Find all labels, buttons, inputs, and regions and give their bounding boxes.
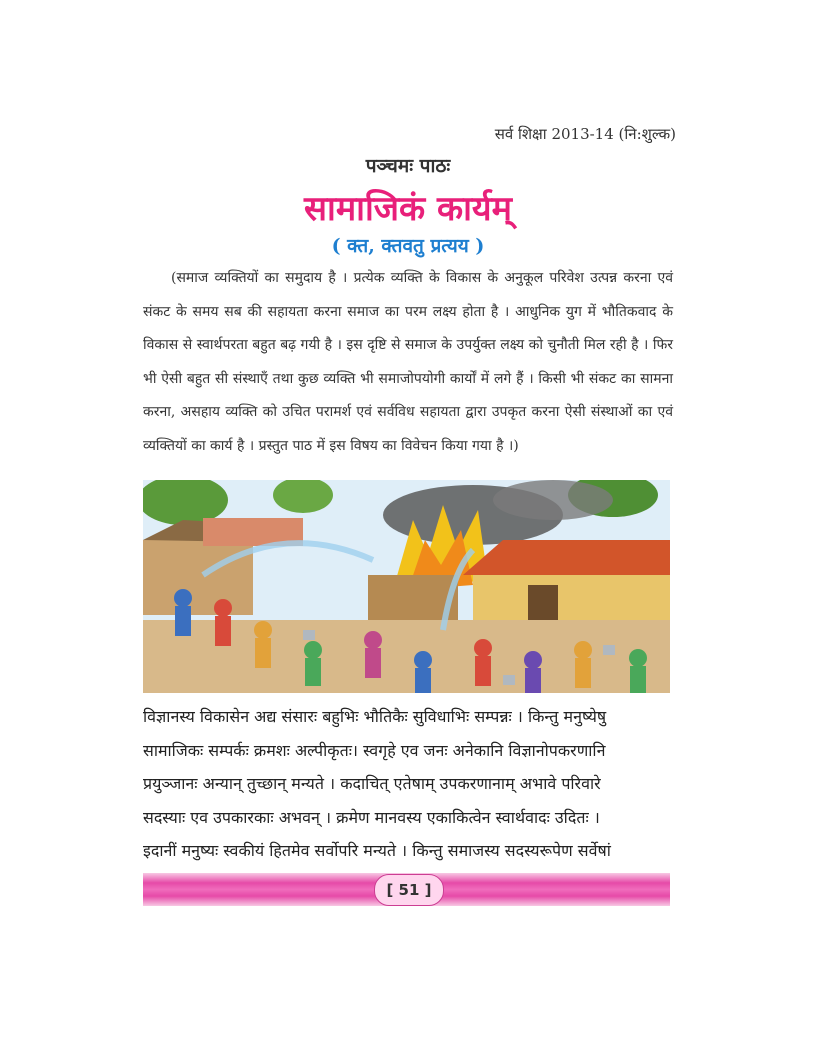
body-line: सामाजिकः सम्पर्कः क्रमशः अल्पीकृतः। स्वगृहे एव जनः अनेकानि विज्ञानोपकरणानि (143, 740, 606, 760)
lesson-title: सामाजिकं कार्यम् (304, 189, 512, 229)
intro-section (143, 262, 673, 463)
lesson-subtitle: ( क्त, क्तवतु प्रत्यय ) (331, 235, 485, 257)
body-line: विज्ञानस्य विकासेन अद्य संसारः बहुभिः भौतिकैः सुविधाभिः सम्पन्नः । किन्तु मनुष्येषु (143, 707, 607, 726)
fire-fighting-illustration (143, 480, 670, 693)
body-line: प्रयुञ्जानः अन्यान् तुच्छान् मन्यते । कदाचित् एतेषाम् उपकरणानाम् अभावे परिवारे (143, 774, 601, 793)
body-text (143, 700, 673, 868)
lesson-number: पञ्चमः पाठः (365, 155, 451, 177)
header-note: सर्व शिक्षा 2013-14 (नि:शुल्क) (494, 125, 676, 143)
intro-paragraph: (समाज व्यक्तियों का समुदाय है । प्रत्येक व्यक्ति के विकास के अनुकूल परिवेश उत्पन्न करना एवं संकट के समय सब की सहायता करना समाज का परम लक्ष्य होता है । आधुनिक युग में भौतिकवाद के विकास से स्वार्थपरता बहुत बढ़ गयी है । इस दृष्टि से समाज के उपर्युक्त लक्ष्य को चुनौती मिल रही है । फिर भी ऐसी बहुत सी संस्थाएँ तथा कुछ व्यक्ति भी समाजोपयोगी कार्यों में लगे हैं । किसी भी संकट का सामना करना, असहाय व्यक्ति को उचित परामर्श एवं सर्वविध सहायता द्वारा उपकृत करना ऐसी संस्थाओं का एवं व्यक्तियों का कार्य है । प्रस्तुत पाठ में इस विषय का विवेचन किया गया है ।) (143, 270, 673, 454)
body-line: इदानीं मनुष्यः स्वकीयं हितमेव सर्वोपरि मन्यते । किन्तु समाजस्य सदस्यरूपेण सर्वेषां (143, 841, 611, 860)
body-line: सदस्याः एव उपकारकाः अभवन् । क्रमेण मानवस्य एकाकित्वेन स्वार्थवादः उदितः । (143, 807, 600, 827)
page-number: [ 51 ] (374, 874, 444, 906)
